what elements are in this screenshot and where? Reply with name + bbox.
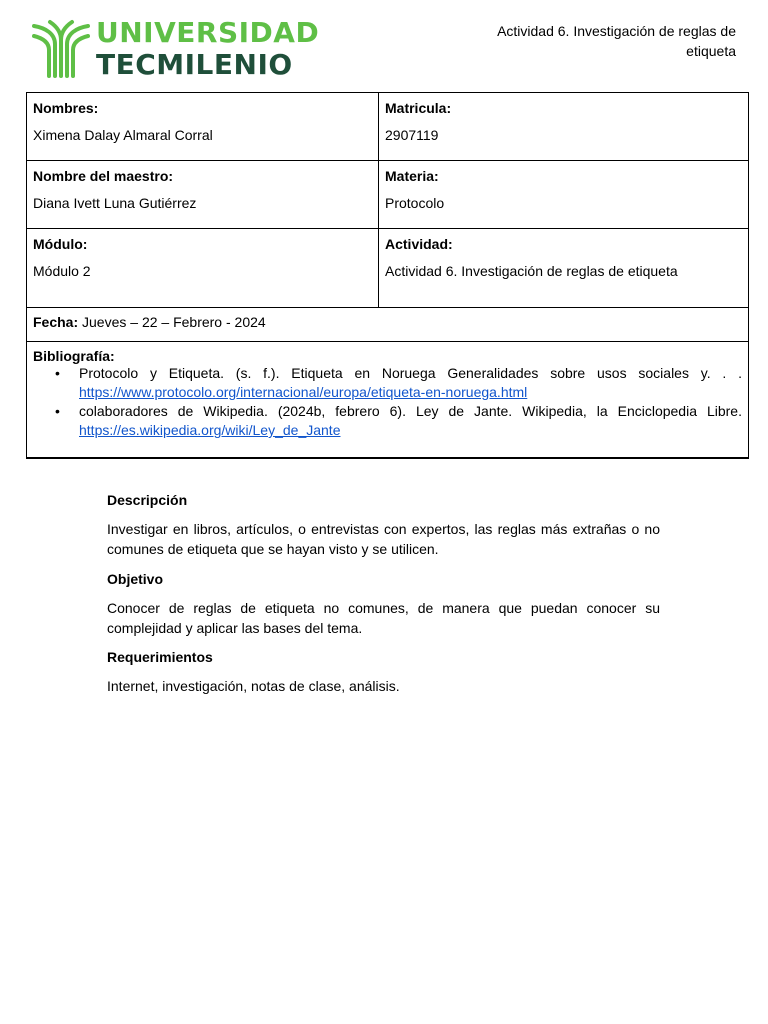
actividad-cell xyxy=(379,229,749,308)
modulo-value: Módulo 2 xyxy=(33,263,91,279)
materia-cell xyxy=(379,161,749,229)
objetivo-heading: Objetivo xyxy=(107,571,164,587)
requerimientos-heading: Requerimientos xyxy=(107,649,213,665)
fecha-cell xyxy=(27,308,749,342)
university-logo xyxy=(30,16,320,81)
tree-logo-icon xyxy=(30,18,92,80)
page-header xyxy=(0,0,768,92)
bibliografia-item-link[interactable]: https://es.wikipedia.org/wiki/Ley_de_Jante xyxy=(79,422,341,438)
logo-wordmark-line1: UNIVERSIDAD xyxy=(96,16,320,49)
matricula-value: 2907119 xyxy=(385,127,439,143)
bullet-icon: • xyxy=(55,403,60,419)
bibliografia-item-link[interactable]: https://www.protocolo.org/internacional/europa/etiqueta-en-noruega.html xyxy=(79,384,528,400)
fecha-label: Fecha: xyxy=(33,314,79,330)
student-info-table xyxy=(26,92,749,459)
maestro-value: Diana Ivett Luna Gutiérrez xyxy=(33,195,197,211)
nombres-cell xyxy=(27,93,379,161)
actividad-label: Actividad: xyxy=(385,236,453,252)
bibliografia-label: Bibliografía: xyxy=(33,348,115,364)
descripcion-heading: Descripción xyxy=(107,492,188,508)
matricula-cell xyxy=(379,93,749,161)
bibliografia-list xyxy=(33,364,742,440)
maestro-cell xyxy=(27,161,379,229)
bibliografia-item xyxy=(33,402,742,440)
bibliografia-cell xyxy=(27,342,749,459)
document-title: Actividad 6. Investigación de reglas de etiqueta xyxy=(497,23,736,59)
bullet-icon: • xyxy=(55,365,60,381)
nombres-value: Ximena Dalay Almaral Corral xyxy=(33,127,213,143)
modulo-cell xyxy=(27,229,379,308)
matricula-label: Matricula: xyxy=(385,100,452,116)
fecha-value: Jueves – 22 – Febrero - 2024 xyxy=(82,314,266,330)
nombres-label: Nombres: xyxy=(33,100,99,116)
materia-value: Protocolo xyxy=(385,195,445,211)
bibliografia-item-text: Protocolo y Etiqueta. (s. f.). Etiqueta en Noruega Generalidades sobre usos sociales y. . . xyxy=(79,365,742,381)
modulo-label: Módulo: xyxy=(33,236,88,252)
materia-label: Materia: xyxy=(385,168,439,184)
bibliografia-item xyxy=(33,364,742,402)
requerimientos-text: Internet, investigación, notas de clase, análisis. xyxy=(107,678,400,694)
objetivo-text: Conocer de reglas de etiqueta no comunes, de manera que puedan conocer su complejidad y aplicar las bases del tema. xyxy=(107,600,660,636)
descripcion-text: Investigar en libros, artículos, o entrevistas con expertos, las reglas más extrañas o no comunes de etiqueta que se hayan visto y se utilicen. xyxy=(107,521,660,557)
bibliografia-item-text: colaboradores de Wikipedia. (2024b, febrero 6). Ley de Jante. Wikipedia, la Enciclopedia Libre. xyxy=(79,403,742,419)
logo-wordmark-line2: TECMILENIO xyxy=(96,48,293,81)
actividad-value: Actividad 6. Investigación de reglas de etiqueta xyxy=(385,263,678,279)
maestro-label: Nombre del maestro: xyxy=(33,168,174,184)
